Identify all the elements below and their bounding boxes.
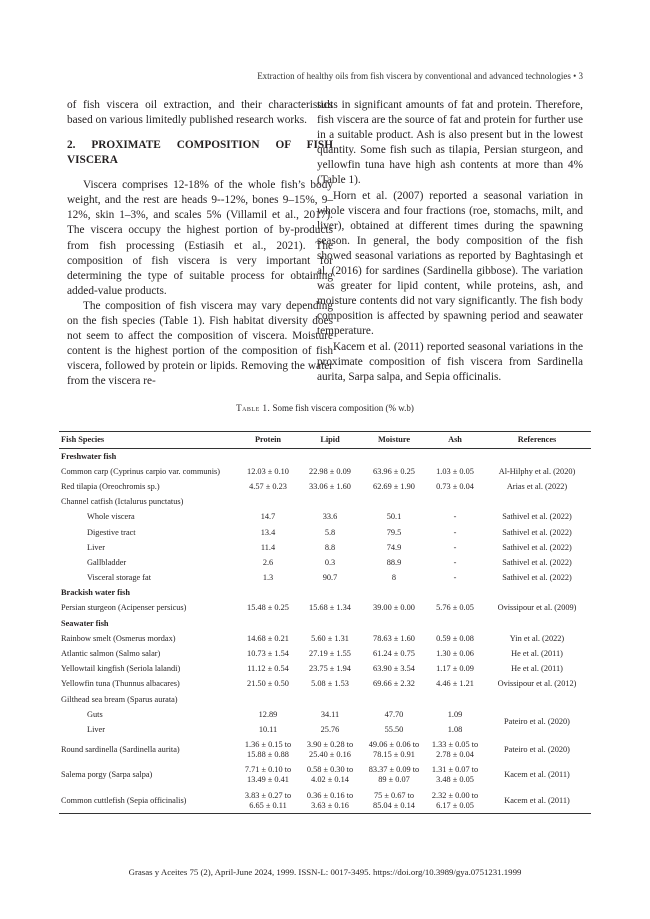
reference-cell: Al-Hilphy et al. (2020) bbox=[498, 466, 576, 476]
moisture-cell bbox=[361, 738, 427, 763]
table-row bbox=[59, 692, 591, 707]
range-start: 83.37 ± 0.09 to bbox=[368, 765, 420, 775]
tissue-name: Liver bbox=[87, 724, 105, 734]
ash-cell: - bbox=[453, 557, 457, 567]
protein-cell: 14.7 bbox=[260, 512, 276, 522]
table-row bbox=[59, 525, 591, 540]
ash-cell bbox=[427, 788, 483, 814]
protein-cell: 2.6 bbox=[262, 557, 274, 567]
range-start: 0.58 ± 0.30 to bbox=[306, 765, 354, 775]
reference-cell: Kacem et al. (2011) bbox=[504, 770, 570, 780]
moisture-cell: 88.9 bbox=[386, 557, 402, 567]
lipid-cell: 34.11 bbox=[320, 709, 340, 719]
page-footer: Grasas y Aceites 75 (2), April-June 2024, 1999. ISSN-L: 0017-3495. https://doi.org/10.3989/gya.0751231.1999 bbox=[128, 867, 522, 877]
ash-cell: - bbox=[453, 573, 457, 583]
paragraph: Viscera comprises 12-18% of the whole fish’s body weight, and the rest are heads 9--12%, bones 9–15%, 9–12%, skin 1–3%, and scales 5% (Villamil et al., 2017). The viscera occupy the highest portion of by-products from fish processing (Estiasih et al., 2021). The composition of fish viscera is very important for determining the type of suitable process for obtaining added-value products. bbox=[67, 179, 333, 297]
table-row bbox=[59, 707, 591, 722]
header-moisture: Moisture bbox=[361, 432, 427, 449]
reference-cell: Sathivel et al. (2022) bbox=[502, 542, 572, 552]
protein-cell: 14.68 ± 0.21 bbox=[247, 633, 289, 643]
lipid-cell: 0.3 bbox=[324, 557, 336, 567]
ash-cell: 1.03 ± 0.05 bbox=[436, 466, 474, 476]
range-end: 85.04 ± 0.14 bbox=[373, 800, 415, 810]
moisture-cell: 74.9 bbox=[386, 542, 402, 552]
range-end: 15.88 ± 0.88 bbox=[247, 750, 289, 760]
table-row bbox=[59, 464, 591, 479]
protein-cell: 12.89 bbox=[258, 709, 278, 719]
lipid-cell: 90.7 bbox=[322, 573, 338, 583]
lipid-cell: 33.06 ± 1.60 bbox=[309, 481, 351, 491]
header-protein: Protein bbox=[237, 432, 299, 449]
reference-cell: Sathivel et al. (2022) bbox=[502, 527, 572, 537]
table-row bbox=[59, 763, 591, 788]
range-end: 13.49 ± 0.41 bbox=[247, 775, 289, 785]
table-row bbox=[59, 495, 591, 510]
reference-cell: Ovissipour et al. (2012) bbox=[497, 679, 577, 689]
species-name: Yellowtail kingfish (Seriola lalandi) bbox=[61, 664, 181, 674]
ash-cell: 1.17 ± 0.09 bbox=[436, 664, 474, 674]
table-row bbox=[59, 479, 591, 494]
ash-cell: 4.46 ± 1.21 bbox=[436, 679, 474, 689]
paragraph: The composition of fish viscera may vary depending on the fish species (Table 1). Fish habitat diversity does not seem to affect the composition of viscera. Moisture content is the highest portion of the composition of fish viscera, followed by protein or lipids. Removing the water from the viscera re- bbox=[67, 299, 333, 388]
range-end: 3.63 ± 0.16 bbox=[311, 800, 349, 810]
reference-cell: Sathivel et al. (2022) bbox=[502, 557, 572, 567]
header-lipid: Lipid bbox=[299, 432, 361, 449]
group-row bbox=[59, 586, 591, 601]
moisture-cell: 62.69 ± 1.90 bbox=[373, 481, 415, 491]
moisture-cell: 39.00 ± 0.00 bbox=[373, 603, 415, 613]
paragraph: Horn et al. (2007) reported a seasonal variation in whole viscera and four fractions (roe, stomachs, milt, and liver), obtained at different times during the spawning season. In general, the body composition of the fish showed seasonal variations as reported by Baghtasingh et al. (2016) for sardines (Sardinella gibbose). The variation was greater for lipid content, while proteins, ash, and moisture contents did not vary significantly. The fish body composition is affected by spawning period and seawater temperature. bbox=[317, 189, 583, 338]
table-header-row bbox=[59, 432, 591, 449]
reference-cell: Sathivel et al. (2022) bbox=[502, 512, 572, 522]
reference-cell: Sathivel et al. (2022) bbox=[502, 573, 572, 583]
range-end: 2.78 ± 0.04 bbox=[436, 750, 474, 760]
range-start: 1.33 ± 0.05 to bbox=[431, 740, 479, 750]
moisture-cell: 63.96 ± 0.25 bbox=[373, 466, 415, 476]
table-row bbox=[59, 738, 591, 763]
ash-cell: - bbox=[453, 512, 457, 522]
ash-cell bbox=[427, 738, 483, 763]
intro-paragraph: of fish viscera oil extraction, and their characteristics based on various limitedly published research works. bbox=[67, 99, 333, 127]
left-column bbox=[67, 98, 333, 390]
ash-cell: 5.76 ± 0.05 bbox=[436, 603, 474, 613]
protein-cell: 21.50 ± 0.50 bbox=[247, 679, 289, 689]
paragraph: sults in significant amounts of fat and protein. Therefore, fish viscera are the source of fat and protein for further use in a suitable product. Ash is also present but in the lowest quantity. Some fish such as tilapia, Persian sturgeon, and yellowfin tuna have high ash contents at more than 4% (Table 1). bbox=[317, 99, 583, 187]
range-start: 1.31 ± 0.07 to bbox=[431, 765, 479, 775]
composition-table bbox=[59, 431, 591, 814]
moisture-cell: 55.50 bbox=[384, 724, 404, 734]
range-end: 6.17 ± 0.05 bbox=[436, 800, 474, 810]
reference-cell: Pateiro et al. (2020) bbox=[504, 717, 570, 727]
table-row bbox=[59, 571, 591, 586]
lipid-cell: 5.60 ± 1.31 bbox=[311, 633, 349, 643]
group-row bbox=[59, 616, 591, 631]
lipid-cell: 27.19 ± 1.55 bbox=[309, 649, 351, 659]
moisture-cell: 8 bbox=[391, 573, 397, 583]
species-name: Rainbow smelt (Osmerus mordax) bbox=[61, 633, 176, 643]
table-row bbox=[59, 601, 591, 616]
protein-cell: 15.48 ± 0.25 bbox=[247, 603, 289, 613]
running-header: Extraction of healthy oils from fish viscera by conventional and advanced technologies • 3 bbox=[257, 71, 583, 81]
lipid-cell bbox=[299, 738, 361, 763]
reference-cell: Pateiro et al. (2020) bbox=[504, 745, 570, 755]
protein-cell bbox=[237, 788, 299, 814]
reference-cell: Yin et al. (2022) bbox=[509, 633, 565, 643]
protein-cell: 12.03 ± 0.10 bbox=[247, 466, 289, 476]
range-end: 25.40 ± 0.16 bbox=[309, 750, 351, 760]
range-start: 1.36 ± 0.15 to bbox=[244, 740, 292, 750]
table-row bbox=[59, 788, 591, 814]
ash-cell: 1.30 ± 0.06 bbox=[436, 649, 474, 659]
table-row bbox=[59, 510, 591, 525]
moisture-cell: 61.24 ± 0.75 bbox=[373, 649, 415, 659]
group-label: Freshwater fish bbox=[61, 451, 117, 461]
range-end: 4.02 ± 0.14 bbox=[311, 775, 349, 785]
tissue-name: Visceral storage fat bbox=[87, 573, 152, 583]
moisture-cell: 63.90 ± 3.54 bbox=[373, 664, 415, 674]
moisture-cell: 47.70 bbox=[384, 709, 404, 719]
table-row bbox=[59, 555, 591, 570]
range-end: 3.48 ± 0.05 bbox=[436, 775, 474, 785]
range-end: 78.15 ± 0.91 bbox=[373, 750, 415, 760]
tissue-name: Liver bbox=[87, 542, 105, 552]
table-title: Some fish viscera composition (% w.b) bbox=[272, 403, 414, 413]
protein-cell: 1.3 bbox=[262, 573, 274, 583]
table-label: Table 1. bbox=[236, 403, 271, 413]
reference-cell: Kacem et al. (2011) bbox=[483, 788, 591, 814]
reference-cell: Ovissipour et al. (2009) bbox=[497, 603, 577, 613]
tissue-name: Guts bbox=[87, 709, 103, 719]
lipid-cell: 25.76 bbox=[320, 724, 340, 734]
lipid-cell: 15.68 ± 1.34 bbox=[309, 603, 351, 613]
paragraph: Kacem et al. (2011) reported seasonal variations in the proximate composition of fish viscera from Sardinella aurita, Sarpa salpa, and Sepia officinalis. bbox=[317, 340, 583, 383]
species-name: Atlantic salmon (Salmo salar) bbox=[61, 649, 161, 659]
lipid-cell: 5.8 bbox=[324, 527, 336, 537]
lipid-cell: 33.6 bbox=[322, 512, 338, 522]
species-name: Salema porgy (Sarpa salpa) bbox=[61, 770, 153, 780]
reference-cell: He et al. (2011) bbox=[511, 664, 563, 674]
range-end: 89 ± 0.07 bbox=[378, 775, 410, 785]
moisture-cell: 78.63 ± 1.60 bbox=[373, 633, 415, 643]
tissue-name: Digestive tract bbox=[87, 527, 136, 537]
ash-cell: 0.59 ± 0.08 bbox=[436, 633, 474, 643]
species-name: Yellowfin tuna (Thunnus albacares) bbox=[61, 679, 180, 689]
moisture-cell: 69.66 ± 2.32 bbox=[373, 679, 415, 689]
range-start: 49.06 ± 0.06 to bbox=[368, 740, 420, 750]
tissue-name: Whole viscera bbox=[87, 512, 135, 522]
protein-cell bbox=[237, 738, 299, 763]
ash-cell: - bbox=[453, 542, 457, 552]
lipid-cell: 22.98 ± 0.09 bbox=[309, 466, 351, 476]
species-name: Channel catfish (Ictalurus punctatus) bbox=[61, 497, 184, 507]
group-label: Brackish water fish bbox=[61, 588, 130, 598]
species-name: Round sardinella (Sardinella aurita) bbox=[61, 745, 180, 755]
table-row bbox=[59, 677, 591, 692]
species-name: Common cuttlefish (Sepia officinalis) bbox=[59, 788, 237, 814]
range-start: 0.36 ± 0.16 to bbox=[306, 790, 354, 800]
tissue-name: Gallbladder bbox=[87, 557, 127, 567]
ash-cell: 0.73 ± 0.04 bbox=[436, 481, 474, 491]
protein-cell: 10.73 ± 1.54 bbox=[247, 649, 289, 659]
species-name: Common carp (Cyprinus carpio var. communis) bbox=[61, 466, 220, 476]
protein-cell: 10.11 bbox=[258, 724, 278, 734]
species-name: Gilthead sea bream (Sparus aurata) bbox=[61, 694, 178, 704]
table-row bbox=[59, 662, 591, 677]
table-caption bbox=[0, 403, 650, 413]
reference-cell: Arias et al. (2022) bbox=[506, 481, 568, 491]
table-row bbox=[59, 540, 591, 555]
range-start: 3.83 ± 0.27 to bbox=[244, 790, 292, 800]
moisture-cell: 50.1 bbox=[386, 512, 402, 522]
lipid-cell: 8.8 bbox=[324, 542, 336, 552]
right-column bbox=[317, 98, 583, 385]
ash-cell bbox=[427, 763, 483, 788]
table-row bbox=[59, 646, 591, 661]
group-row bbox=[59, 449, 591, 465]
range-start: 3.90 ± 0.28 to bbox=[306, 740, 354, 750]
range-start: 7.71 ± 0.10 to bbox=[244, 765, 292, 775]
lipid-cell: 5.08 ± 1.53 bbox=[311, 679, 349, 689]
range-end: 6.65 ± 0.11 bbox=[249, 800, 287, 810]
header-species: Fish Species bbox=[59, 432, 237, 449]
lipid-cell bbox=[299, 788, 361, 814]
group-label: Seawater fish bbox=[61, 618, 109, 628]
protein-cell: 4.57 ± 0.23 bbox=[249, 481, 287, 491]
species-name: Persian sturgeon (Acipenser persicus) bbox=[61, 603, 187, 613]
ash-cell: 1.09 bbox=[447, 709, 463, 719]
range-start: 2.32 ± 0.00 to bbox=[431, 790, 479, 800]
species-name: Red tilapia (Oreochromis sp.) bbox=[61, 481, 160, 491]
table-row bbox=[59, 631, 591, 646]
moisture-cell bbox=[361, 788, 427, 814]
protein-cell: 11.4 bbox=[260, 542, 276, 552]
protein-cell: 13.4 bbox=[260, 527, 276, 537]
protein-cell: 11.12 ± 0.54 bbox=[247, 664, 289, 674]
moisture-cell: 79.5 bbox=[386, 527, 402, 537]
lipid-cell: 23.75 ± 1.94 bbox=[309, 664, 351, 674]
header-ash: Ash bbox=[427, 432, 483, 449]
range-start: 75 ± 0.67 to bbox=[373, 790, 415, 800]
section-heading: 2. PROXIMATE COMPOSITION OF FISH VISCERA bbox=[67, 139, 333, 167]
moisture-cell bbox=[361, 763, 427, 788]
lipid-cell bbox=[299, 763, 361, 788]
reference-cell: He et al. (2011) bbox=[511, 649, 563, 659]
header-references: References bbox=[483, 432, 591, 449]
ash-cell: 1.08 bbox=[447, 724, 463, 734]
ash-cell: - bbox=[453, 527, 457, 537]
protein-cell bbox=[237, 763, 299, 788]
